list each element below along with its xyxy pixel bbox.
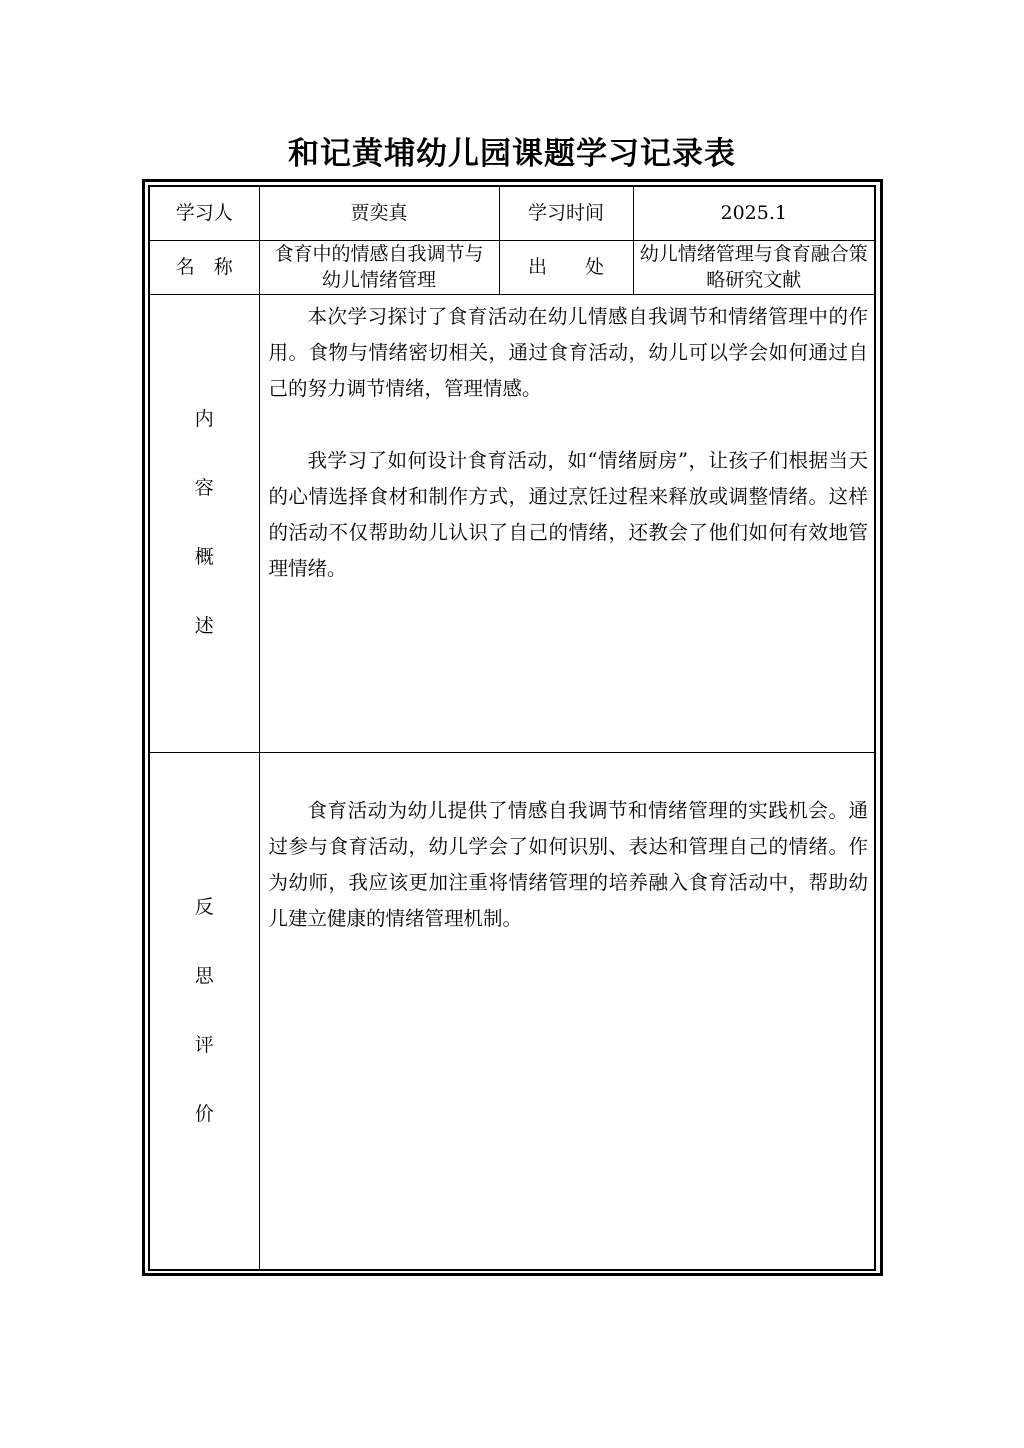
page-title: 和记黄埔幼儿园课题学习记录表 (288, 136, 736, 172)
reflection-label-char: 评 (194, 1033, 214, 1056)
reflection-content (259, 752, 874, 1269)
summary-label-char: 容 (194, 477, 214, 499)
reflection-paragraph: 食育活动为幼儿提供了情感自我调节和情绪管理的实践机会。通过参与食育活动，幼儿学会了如何识别、表达和管理自己的情绪。作为幼师，我应该更加注重将情绪管理的培养融入食育活动中，帮助幼儿建立健康的情绪管理机制。 (268, 798, 868, 930)
learner-value: 贾奕真 (259, 187, 499, 240)
summary-paragraph: 本次学习探讨了食育活动在幼儿情感自我调节和情绪管理中的作用。食物与情绪密切相关，通过食育活动，幼儿可以学会如何通过自己的努力调节情绪，管理情感。 (268, 304, 868, 400)
source-value: 幼儿情绪管理与食育融合策略研究文献 (633, 240, 874, 294)
summary-content (259, 294, 874, 752)
name-label: 名 称 (150, 240, 259, 294)
reflection-label-char: 价 (194, 1102, 214, 1125)
table-row (150, 187, 874, 240)
table-row (150, 294, 874, 752)
learner-label: 学习人 (150, 187, 259, 240)
summary-label-char: 概 (194, 546, 214, 568)
source-label: 出 处 (499, 240, 633, 294)
summary-label-char: 述 (194, 615, 214, 637)
summary-label (150, 294, 259, 752)
summary-paragraph: 我学习了如何设计食育活动，如“情绪厨房”，让孩子们根据当天的心情选择食材和制作方式，通过烹饪过程来释放或调整情绪。这样的活动不仅帮助幼儿认识了自己的情绪，还教会了他们如何有效地管理情绪。 (268, 448, 868, 580)
study-record-table (150, 187, 874, 1269)
table-row (150, 240, 874, 294)
summary-label-char: 内 (194, 408, 214, 430)
name-value: 食育中的情感自我调节与幼儿情绪管理 (259, 240, 499, 294)
study-time-label: 学习时间 (499, 187, 633, 240)
study-time-value: 2025.1 (633, 187, 874, 240)
table-row (150, 752, 874, 1269)
reflection-label (150, 752, 259, 1269)
reflection-label-char: 思 (194, 964, 214, 987)
reflection-label-char: 反 (194, 895, 214, 918)
